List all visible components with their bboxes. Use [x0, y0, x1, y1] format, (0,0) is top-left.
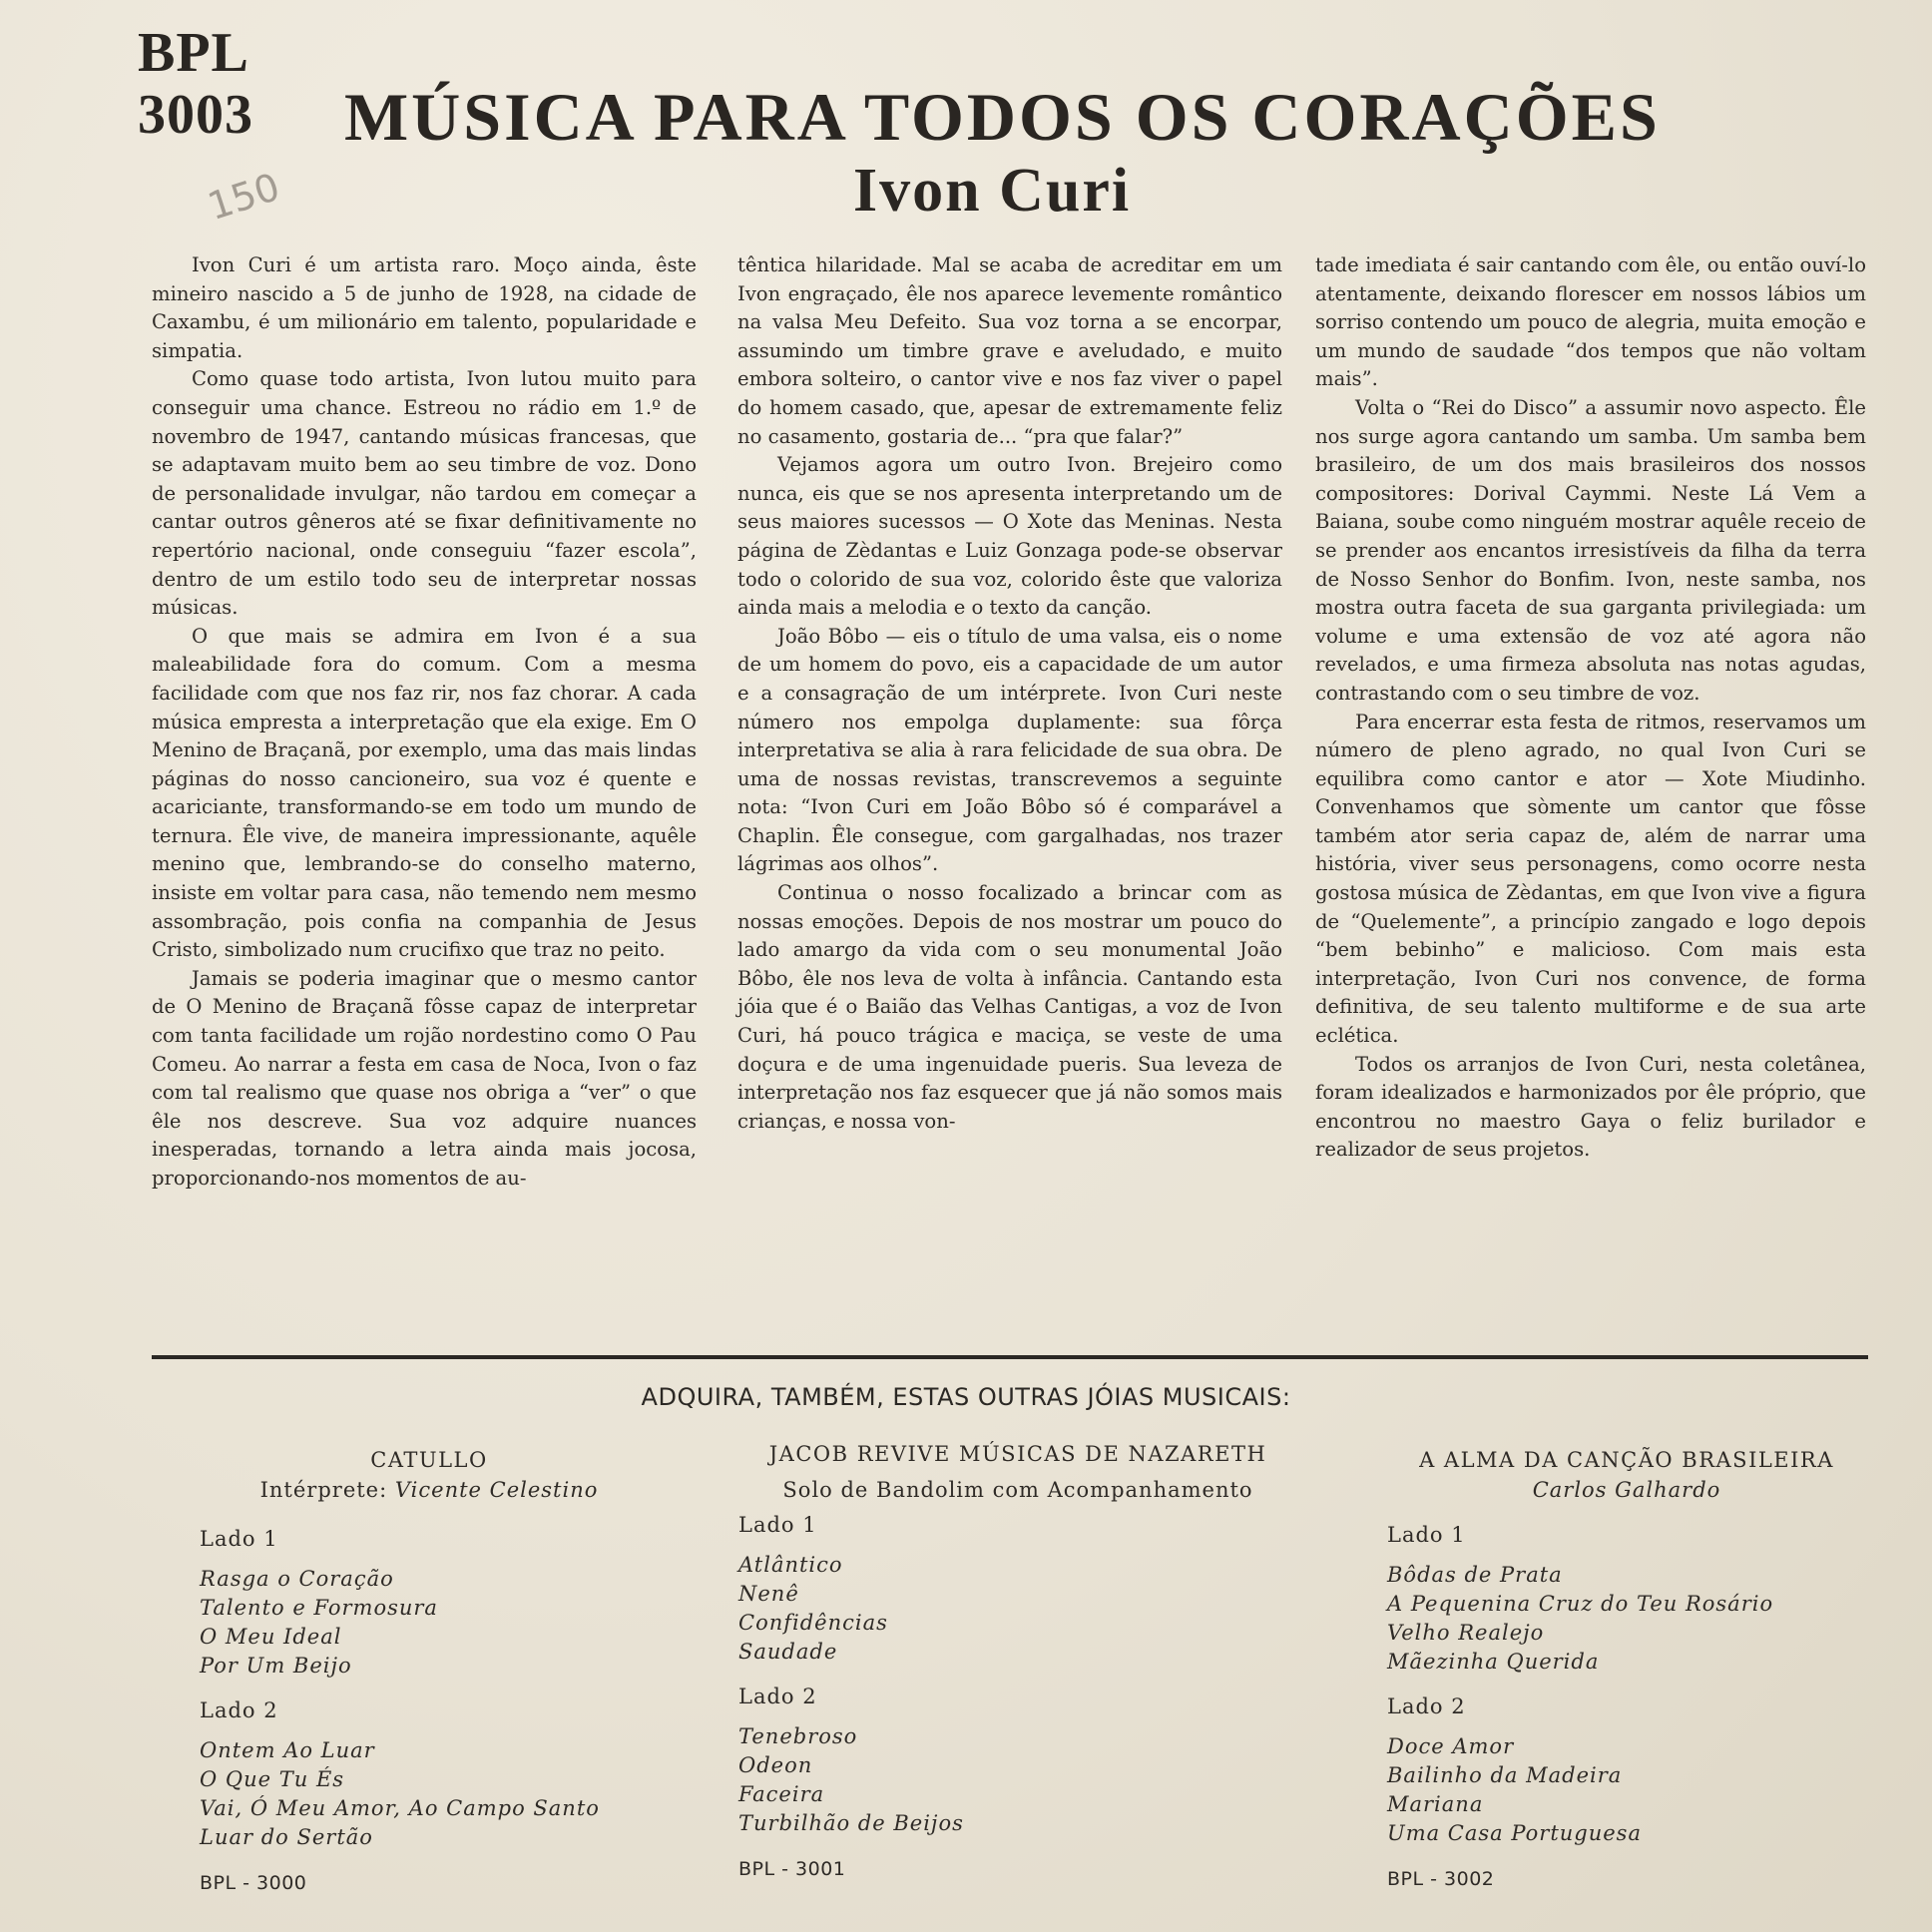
- track-title: Faceira: [738, 1782, 825, 1806]
- side-label: Lado 1: [738, 1513, 817, 1537]
- tracklist-side-1: [738, 1551, 1297, 1667]
- album-title: A ALMA DA CANÇÃO BRASILEIRA: [1419, 1448, 1834, 1472]
- liner-notes-column-2: [737, 251, 1282, 1136]
- paragraph: Como quase todo artista, Ivon lutou muito para conseguir uma chance. Estreou no rádio em 1.º de novembro de 1947, cantando músicas francesas, que se adaptavam muito bem ao seu timbre de voz. Dono de personalidade invulgar, não tardou em começar a cantar outros gêneros até se fixar definitivamente no repertório nacional, onde conseguiu “fazer escola”, dentro de um estilo todo seu de interpretar nossas músicas.: [152, 367, 697, 620]
- paragraph: O que mais se admira em Ivon é a sua maleabilidade fora do comum. Com a mesma facilidade com que nos faz rir, nos faz chorar. A cada música empresta a interpretação que ela exige. Em O Menino de Braçanã, por exemplo, uma das mais lindas páginas do nosso cancioneiro, sua voz é quente e acariciante, transformando-se em todo um mundo de ternura. Êle vive, de maneira impressionante, aquêle menino que, lembrando-se do conselho materno, insiste em voltar para casa, não temendo nem mesmo assombração, pois confia na companhia de Jesus Cristo, simbolizado num crucifixo que traz no peito.: [152, 624, 697, 962]
- tracklist-side-2: [738, 1722, 1297, 1838]
- liner-notes-column-3: [1315, 251, 1866, 1165]
- track-title: Rasga o Coração: [200, 1567, 394, 1591]
- pencil-price-mark: 150: [202, 164, 285, 230]
- track-title: Vai, Ó Meu Amor, Ao Campo Santo: [200, 1796, 600, 1820]
- track-title: Mariana: [1387, 1792, 1484, 1816]
- track-title: A Pequenina Cruz do Teu Rosário: [1387, 1592, 1774, 1616]
- album-subtitle: [200, 1475, 659, 1505]
- divider-rule: [152, 1355, 1868, 1359]
- track-title: Saudade: [738, 1640, 838, 1664]
- paragraph: tade imediata é sair cantando com êle, ou então ouví-lo atentamente, deixando florescer em nossos lábios um sorriso contendo um pouco de alegria, muita emoção e um mundo de saudade “dos tempos que não voltam mais”.: [1315, 253, 1866, 391]
- promo-heading: ADQUIRA, TAMBÉM, ESTAS OUTRAS JÓIAS MUSICAIS:: [641, 1383, 1291, 1411]
- performer-name: Vicente Celestino: [394, 1478, 599, 1502]
- track-title: O Que Tu És: [200, 1767, 345, 1791]
- track-title: Tenebroso: [738, 1724, 858, 1748]
- tracklist-side-2: [200, 1736, 659, 1852]
- catalog-code: 3003: [138, 84, 253, 146]
- track-title: Por Um Beijo: [200, 1654, 352, 1678]
- track-title: Turbilhão de Beijos: [738, 1811, 964, 1835]
- paragraph: Para encerrar esta festa de ritmos, reservamos um número de pleno agrado, no qual Ivon Curi se equilibra como cantor e ator — Xote Miudinho. Convenhamos que sòmente um cantor que fôsse também ator seria capaz de, além de narrar uma história, viver seus personagens, como ocorre nesta gostosa música de Zèdantas, em que Ivon vive a figura de “Quelemente”, a princípio zangado e logo depois “bem bebinho” e malicioso. Com mais esta interpretação, Ivon Curi nos convence, de forma definitiva, de seu talento multiforme e de sua arte eclética.: [1315, 710, 1866, 1048]
- tracklist-side-1: [200, 1565, 659, 1681]
- side-label: Lado 2: [200, 1698, 278, 1722]
- paragraph: Continua o nosso focalizado a brincar com as nossas emoções. Depois de nos mostrar um pouco do lado amargo da vida com o seu monumental João Bôbo, êle nos leva de volta à infância. Cantando esta jóia que é o Baião das Velhas Cantigas, a voz de Ivon Curi, há pouco trágica e maciça, se veste de uma doçura e de uma ingenuidade pueris. Sua leveza de interpretação nos faz esquecer que já não somos mais crianças, e nossa von-: [737, 881, 1282, 1133]
- subtitle-text: Solo de Bandolim com Acompanhamento: [782, 1478, 1253, 1502]
- album-title: JACOB REVIVE MÚSICAS DE NAZARETH: [768, 1442, 1267, 1466]
- track-title: Bailinho da Madeira: [1387, 1763, 1623, 1787]
- performer-name: Carlos Galhardo: [1532, 1478, 1721, 1502]
- subtitle-text: Intérprete:: [259, 1478, 395, 1502]
- side-label: Lado 1: [200, 1527, 278, 1551]
- track-title: Velho Realejo: [1387, 1621, 1545, 1645]
- track-title: Bôdas de Prata: [1387, 1563, 1563, 1587]
- catalog-prefix: BPL: [138, 22, 249, 84]
- paragraph: Todos os arranjos de Ivon Curi, nesta coletânea, foram idealizados e harmonizados por êle próprio, que encontrou no maestro Gaya o feliz burilador e realizador de seus projetos.: [1315, 1052, 1866, 1162]
- tracklist-side-1: [1387, 1561, 1866, 1677]
- paragraph: têntica hilaridade. Mal se acaba de acreditar em um Ivon engraçado, êle nos aparece levemente romântico na valsa Meu Defeito. Sua voz torna a se encorpar, assumindo um timbre grave e aveludado, e muito embora solteiro, o cantor vive e nos faz viver o papel do homem casado, que, apesar de extremamente feliz no casamento, gostaria de... “pra que falar?”: [737, 253, 1282, 448]
- track-title: Luar do Sertão: [200, 1825, 373, 1849]
- side-label: Lado 2: [1387, 1694, 1466, 1718]
- catalog-number: [138, 22, 253, 146]
- track-title: Atlântico: [738, 1553, 843, 1577]
- track-title: Doce Amor: [1387, 1734, 1515, 1758]
- promo-album-jacob: [738, 1439, 1297, 1880]
- track-title: Nenê: [738, 1582, 799, 1606]
- album-subtitle: [1387, 1475, 1866, 1505]
- paragraph: Vejamos agora um outro Ivon. Brejeiro como nunca, eis que se nos apresenta interpretando um de seus maiores sucessos — O Xote das Meninas. Nesta página de Zèdantas e Luiz Gonzaga pode-se observar todo o colorido de sua voz, colorido êste que valoriza ainda mais a melodia e o texto da canção.: [737, 453, 1282, 620]
- track-title: Ontem Ao Luar: [200, 1738, 375, 1762]
- liner-notes-column-1: [152, 251, 697, 1194]
- album-catalog-number: BPL - 3000: [200, 1872, 307, 1894]
- track-title: Uma Casa Portuguesa: [1387, 1821, 1642, 1845]
- tracklist-side-2: [1387, 1732, 1866, 1848]
- album-catalog-number: BPL - 3002: [1387, 1868, 1495, 1890]
- track-title: O Meu Ideal: [200, 1625, 342, 1649]
- track-title: Talento e Formosura: [200, 1596, 438, 1620]
- promo-album-catullo: [200, 1445, 659, 1894]
- album-catalog-number: BPL - 3001: [738, 1858, 846, 1880]
- album-title: CATULLO: [370, 1448, 488, 1472]
- paragraph: Jamais se poderia imaginar que o mesmo cantor de O Menino de Braçanã fôsse capaz de interpretar com tanta facilidade um rojão nordestino como O Pau Comeu. Ao narrar a festa em casa de Noca, Ivon o faz com tal realismo que quase nos obriga a “ver” o que êle nos descreve. Sua voz adquire nuances inesperadas, tornando a letra ainda mais jocosa, proporcionando-nos momentos de au-: [152, 966, 697, 1190]
- side-label: Lado 2: [738, 1685, 817, 1708]
- artist-name: Ivon Curi: [853, 157, 1132, 225]
- side-label: Lado 1: [1387, 1523, 1466, 1547]
- paragraph: Ivon Curi é um artista raro. Moço ainda, êste mineiro nascido a 5 de junho de 1928, na cidade de Caxambu, é um milionário em talento, popularidade e simpatia.: [152, 253, 697, 362]
- track-title: Odeon: [738, 1753, 813, 1777]
- paragraph: Volta o “Rei do Disco” a assumir novo aspecto. Êle nos surge agora cantando um samba. Um samba bem brasileiro, de um dos mais brasileiros dos nossos compositores: Dorival Caymmi. Neste Lá Vem a Baiana, soube como ninguém mostrar aquêle receio de se prender aos encantos irresistíveis da filha da terra de Nosso Senhor do Bonfim. Ivon, neste samba, nos mostra outra faceta de sua garganta privilegiada: um volume e uma extensão de voz até agora não revelados, e uma firmeza absoluta nas notas agudas, contrastando com o seu timbre de voz.: [1315, 395, 1866, 705]
- paragraph: João Bôbo — eis o título de uma valsa, eis o nome de um homem do povo, eis a capacidade de um autor e a consagração de um intérprete. Ivon Curi neste número nos empolga duplamente: sua fôrça interpretativa se alia à rara felicidade de sua obra. De uma de nossas revistas, transcrevemos a seguinte nota: “Ivon Curi em João Bôbo só é comparável a Chaplin. Êle consegue, com gargalhadas, nos trazer lágrimas aos olhos”.: [737, 624, 1282, 876]
- album-subtitle: [738, 1475, 1297, 1505]
- track-title: Confidências: [738, 1611, 888, 1635]
- promo-album-alma: [1387, 1445, 1866, 1890]
- album-title: MÚSICA PARA TODOS OS CORAÇÕES: [344, 79, 1661, 155]
- track-title: Mãezinha Querida: [1387, 1650, 1600, 1674]
